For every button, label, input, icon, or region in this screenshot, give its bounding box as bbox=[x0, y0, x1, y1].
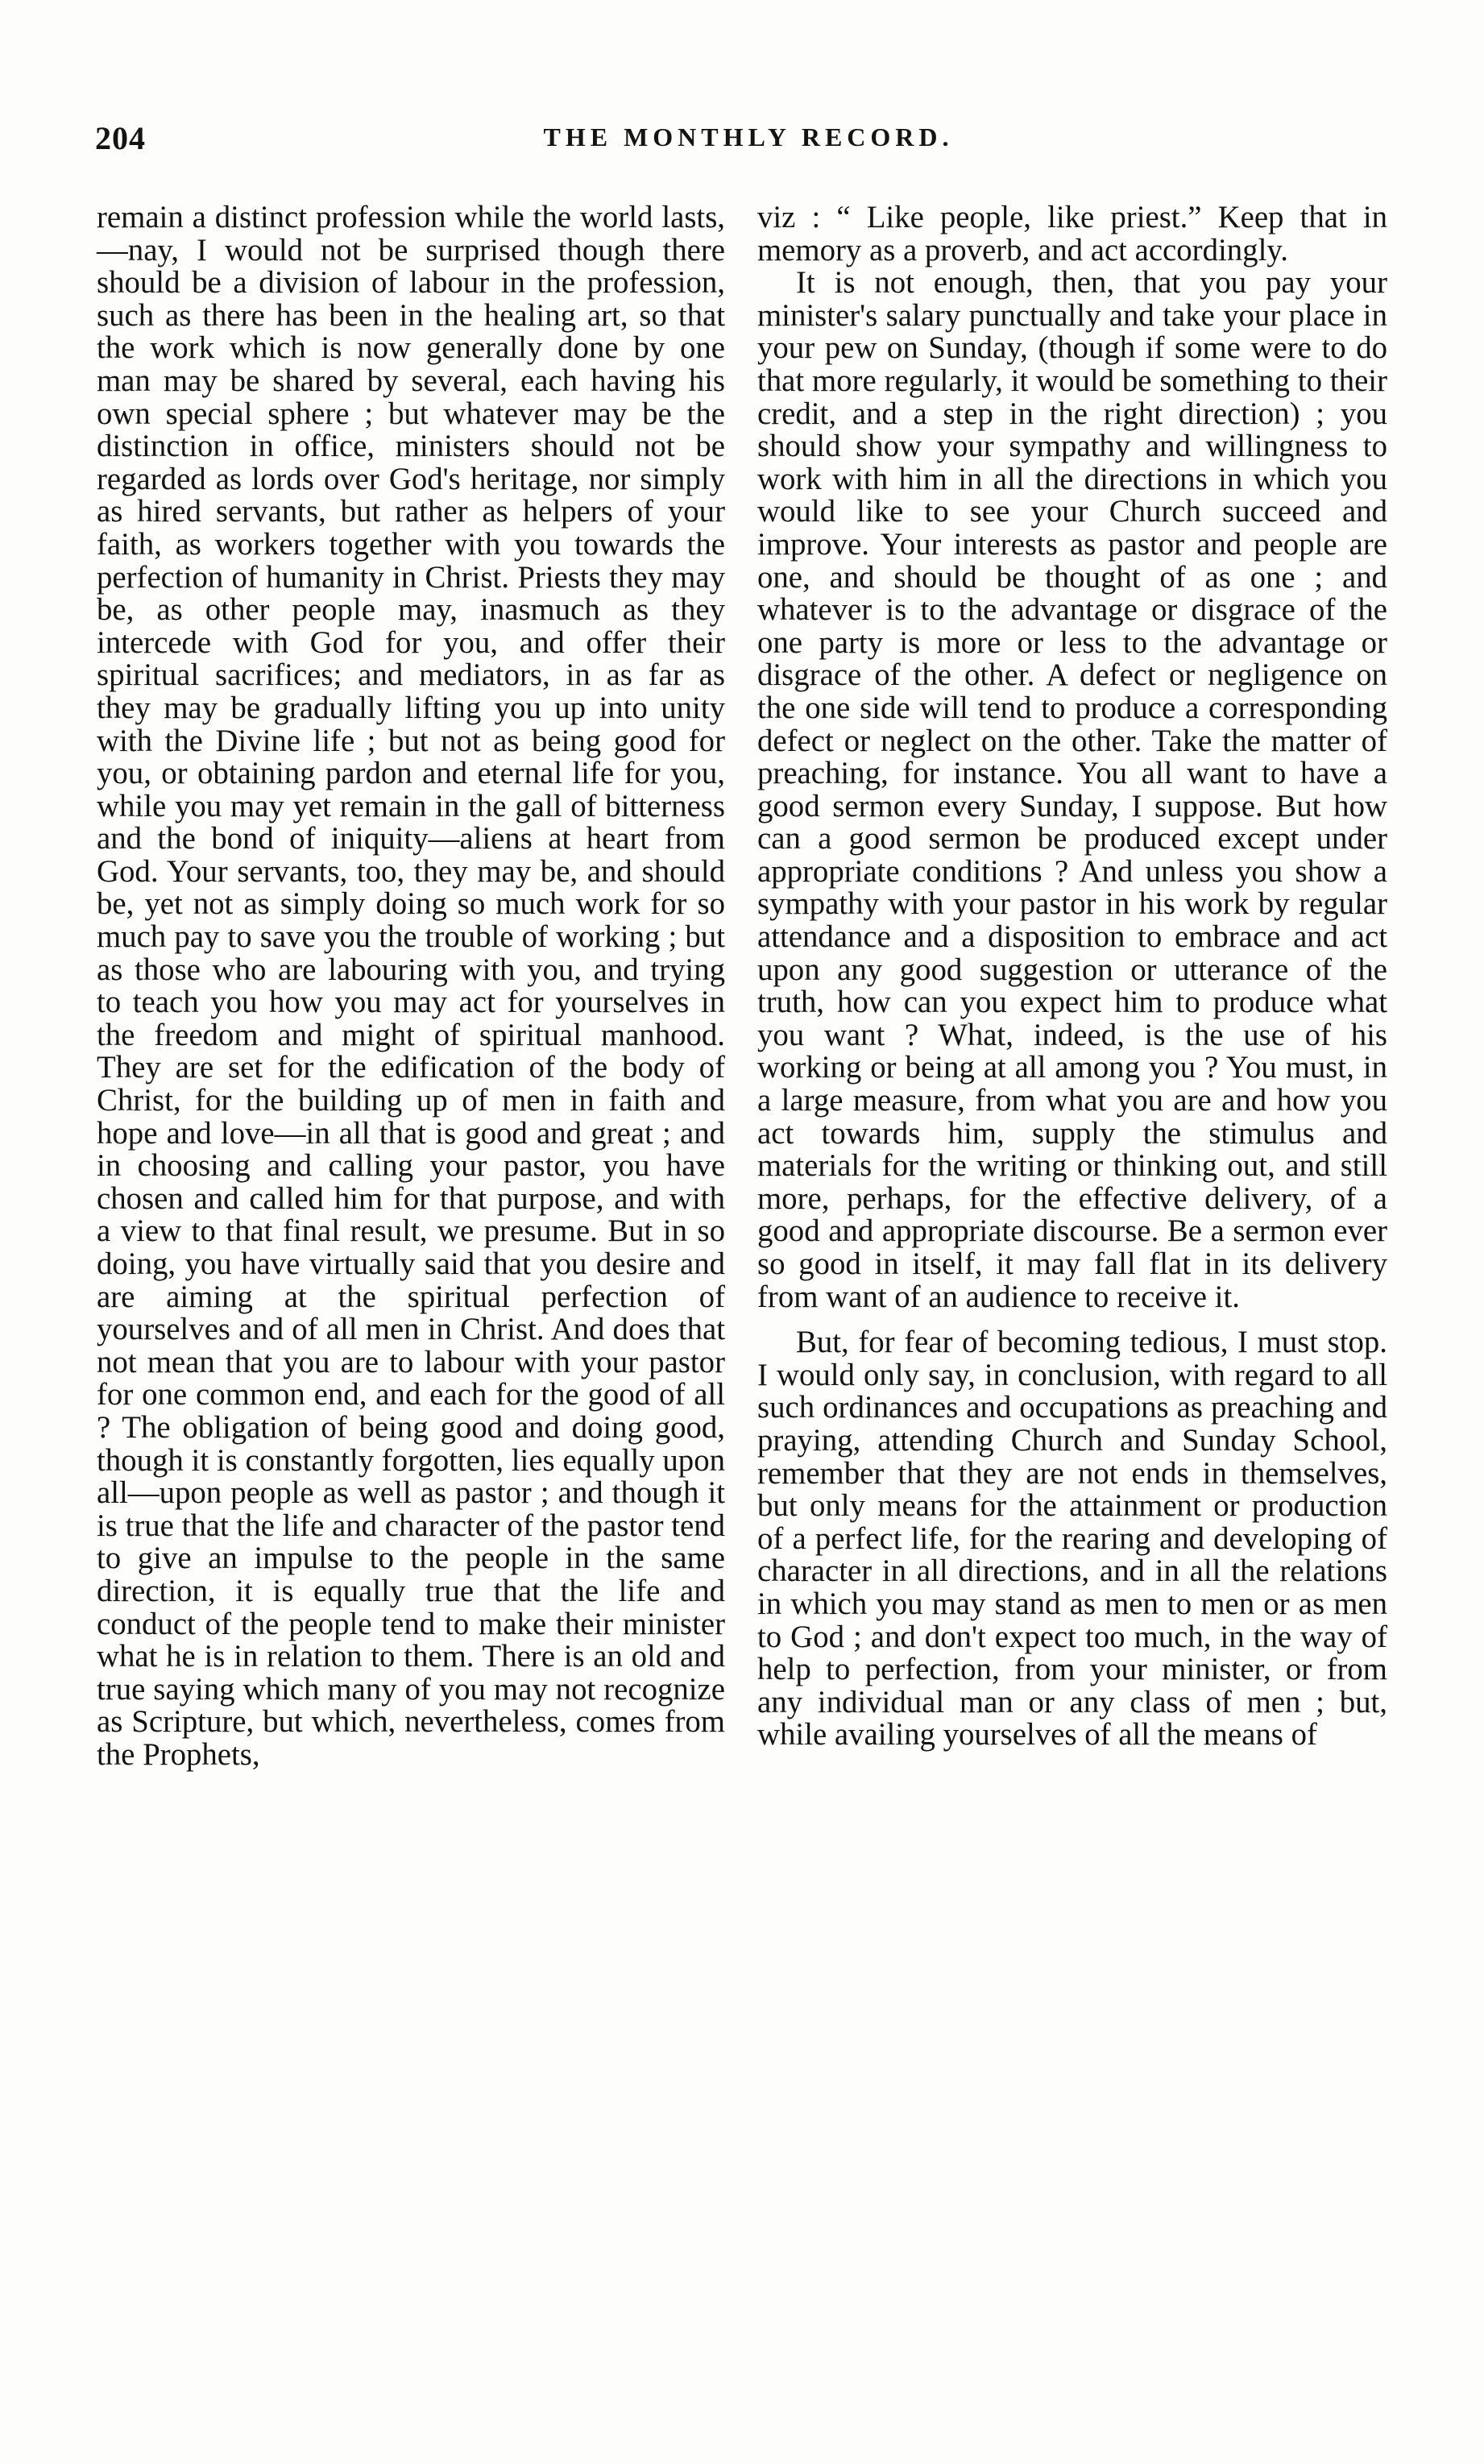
right-paragraph-2: It is not enough, then, that you pay your minister's salary punctually and take your place in your pew on Sunday, (though if some were to do that more regularly, it would be something to their credit, and a step in the right direction) ; you should show your sympathy and willingness to work with him in all the directions in which you would like to see your Church succeed and improve. Your interests as pastor and people are one, and should be thought of as one ; and whatever is to the advantage or disgrace of the one party is more or less to the advantage or disgrace of the other. A defect or negligence on the one side will tend to produce a corresponding defect or neglect on the other. Take the matter of preaching, for instance. You all want to have a good sermon every Sunday, I suppose. But how can a good sermon be produced except under appropriate conditions ? And unless you show a sympathy with your pastor in his work by regular attendance and a disposition to embrace and act upon any good suggestion or utterance of the truth, how can you expect him to produce what you want ? What, indeed, is the use of his working or being at all among you ? You must, in a large measure, from what you are and how you act towards him, supply the stimulus and materials for the writing or thinking out, and still more, perhaps, for the effective delivery, of a good and appropriate discourse. Be a sermon ever so good in itself, it may fall flat in its delivery from want of an audience to receive it. bbox=[757, 265, 1387, 1314]
right-paragraph-3: But, for fear of becoming tedious, I must stop. I would only say, in conclusion, with regard to all such ordinances and occupations as preaching and praying, attending Church and Sunday School, remember that they are not ends in themselves, but only means for the attainment or production of a perfect life, for the rearing and developing of character in all directions, and in all the relations in which you may stand as men to men or as men to God ; and don't expect too much, in the way of help to perfection, from your minister, or from any individual man or any class of men ; but, while availing yourselves of all the means of bbox=[757, 1325, 1387, 1753]
running-header bbox=[95, 119, 1402, 168]
right-column bbox=[757, 201, 1387, 1752]
left-column bbox=[97, 201, 725, 1772]
page-number: 204 bbox=[95, 120, 146, 156]
right-paragraph-1: viz : “ Like people, like priest.” Keep that in memory as a proverb, and act accordingly. bbox=[757, 200, 1387, 268]
journal-title: THE MONTHLY RECORD. bbox=[543, 122, 954, 151]
left-paragraph-1: remain a distinct profession while the world lasts,—nay, I would not be surprised though there should be a division of labour in the profession, such as there has been in the healing art, so that the work which is now generally done by one man may be shared by several, each having his own special sphere ; but whatever may be the distinction in office, ministers should not be regarded as lords over God's heritage, nor simply as hired servants, but rather as helpers of your faith, as workers together with you towards the perfection of humanity in Christ. Priests they may be, as other people may, inasmuch as they intercede with God for you, and offer their spiritual sacrifices; and mediators, in as far as they may be gradually lifting you up into unity with the Divine life ; but not as being good for you, or obtaining pardon and eternal life for you, while you may yet remain in the gall of bitterness and the bond of iniquity—aliens at heart from God. Your servants, too, they may be, and should be, yet not as simply doing so much work for so much pay to save you the trouble of working ; but as those who are labouring with you, and trying to teach you how you may act for yourselves in the freedom and might of spiritual manhood. They are set for the edification of the body of Christ, for the building up of men in faith and hope and love—in all that is good and great ; and in choosing and calling your pastor, you have chosen and called him for that purpose, and with a view to that final result, we presume. But in so doing, you have virtually said that you desire and are aiming at the spiritual perfection of yourselves and of all men in Christ. And does that not mean that you are to labour with your pastor for one common end, and each for the good of all ? The obligation of being good and doing good, though it is constantly forgotten, lies equally upon all—upon people as well as pastor ; and though it is true that the life and character of the pastor tend to give an impulse to the people in the same direction, it is equally true that the life and conduct of the people tend to make their minister what he is in relation to them. There is an old and true saying which many of you may not recognize as Scripture, but which, nevertheless, comes from the Prophets, bbox=[97, 200, 725, 1772]
